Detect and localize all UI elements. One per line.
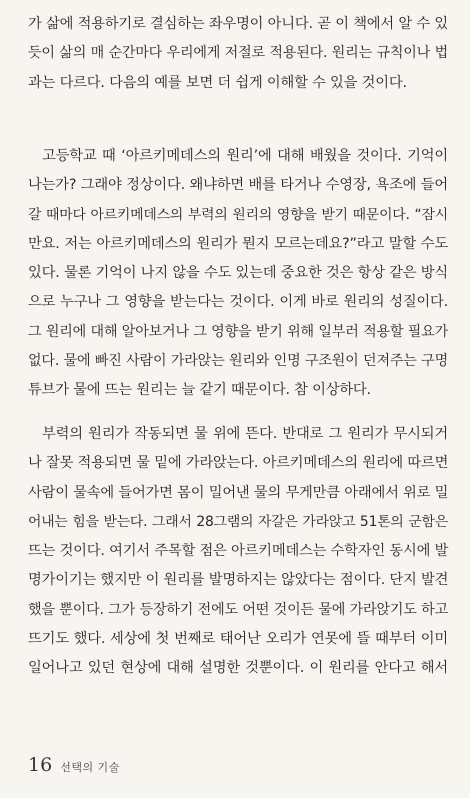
text-line: 그 원리에 대해 알아보거나 그 영향을 받기 위해 일부러 적용할 필요가 [28, 323, 448, 340]
text-line: 없다. 물에 빠진 사람이 가라앉는 원리와 인명 구조원이 던져주는 구명 [28, 353, 448, 370]
page-number: 16 [28, 754, 53, 776]
text-line: 명가이기는 했지만 이 원리를 발명하지는 않았다는 점이다. 단지 발견 [28, 572, 449, 589]
running-head: 선택의 기술 [60, 761, 120, 774]
text-line: 나 잘못 적용되면 물 밑에 가라앉는다. 아르키메데스의 원리에 따르면 [28, 455, 449, 472]
text-line: 튜브가 물에 뜨는 원리는 늘 같기 때문이다. 참 이상하다. [28, 382, 371, 399]
text-line: 과는 다르다. 다음의 예를 보면 더 쉽게 이해할 수 있을 것이다. [28, 74, 407, 91]
text-line: 가 삶에 적용하기로 결심하는 좌우명이 아니다. 곧 이 책에서 알 수 있 [28, 16, 448, 32]
text-line: 듯이 삶의 매 순간마다 우리에게 저절로 적용된다. 원리는 규칙이나 법 [28, 45, 448, 62]
text-line: 나는가? 그래야 정상이다. 왜냐하면 배를 타거나 수영장, 욕조에 들어 [28, 177, 448, 194]
page-footer [28, 754, 120, 784]
paragraph-3 [28, 420, 448, 684]
text-line: 사람이 물속에 들어가면 몸이 밀어낸 물의 무게만큼 아래에서 위로 밀 [28, 484, 449, 501]
text-line: 고등학교 때 ‘아르키메데스의 원리’에 대해 배웠을 것이다. 기억이 [42, 148, 448, 164]
text-line: 일어나고 있던 현상에 대해 설명한 것뿐이다. 이 원리를 안다고 해서 [28, 660, 448, 677]
paragraph-1 [28, 10, 448, 98]
text-line: 부력의 원리가 작동되면 물 위에 뜬다. 반대로 그 원리가 무시되거 [42, 426, 448, 442]
text-line: 어내는 힘을 받는다. 그래서 28그램의 자갈은 가라앉고 51톤의 군함은 [28, 513, 448, 530]
paragraph-2 [28, 142, 448, 406]
text-line: 했을 뿐이다. 그가 등장하기 전에도 어떤 것이든 물에 가라앉기도 하고 [28, 601, 448, 618]
text-line: 갈 때마다 아르키메데스의 부력의 원리의 영향을 받기 때문이다. “잠시 [28, 206, 448, 223]
text-line: 있다. 물론 기억이 나지 않을 수도 있는데 중요한 것은 항상 같은 방식 [28, 265, 448, 282]
text-line: 뜨기도 했다. 세상에 첫 번째로 태어난 오리가 연못에 뜰 때부터 이미 [28, 631, 448, 648]
text-line: 만요. 저는 아르키메데스의 원리가 뭔지 모르는데요?”라고 말할 수도 [28, 235, 448, 252]
text-line: 뜨는 것이다. 여기서 주목할 점은 아르키메데스는 수학자인 동시에 발 [28, 543, 449, 560]
text-line: 으로 누구나 그 영향을 받는다는 것이다. 이게 바로 원리의 성질이다. [28, 294, 448, 311]
